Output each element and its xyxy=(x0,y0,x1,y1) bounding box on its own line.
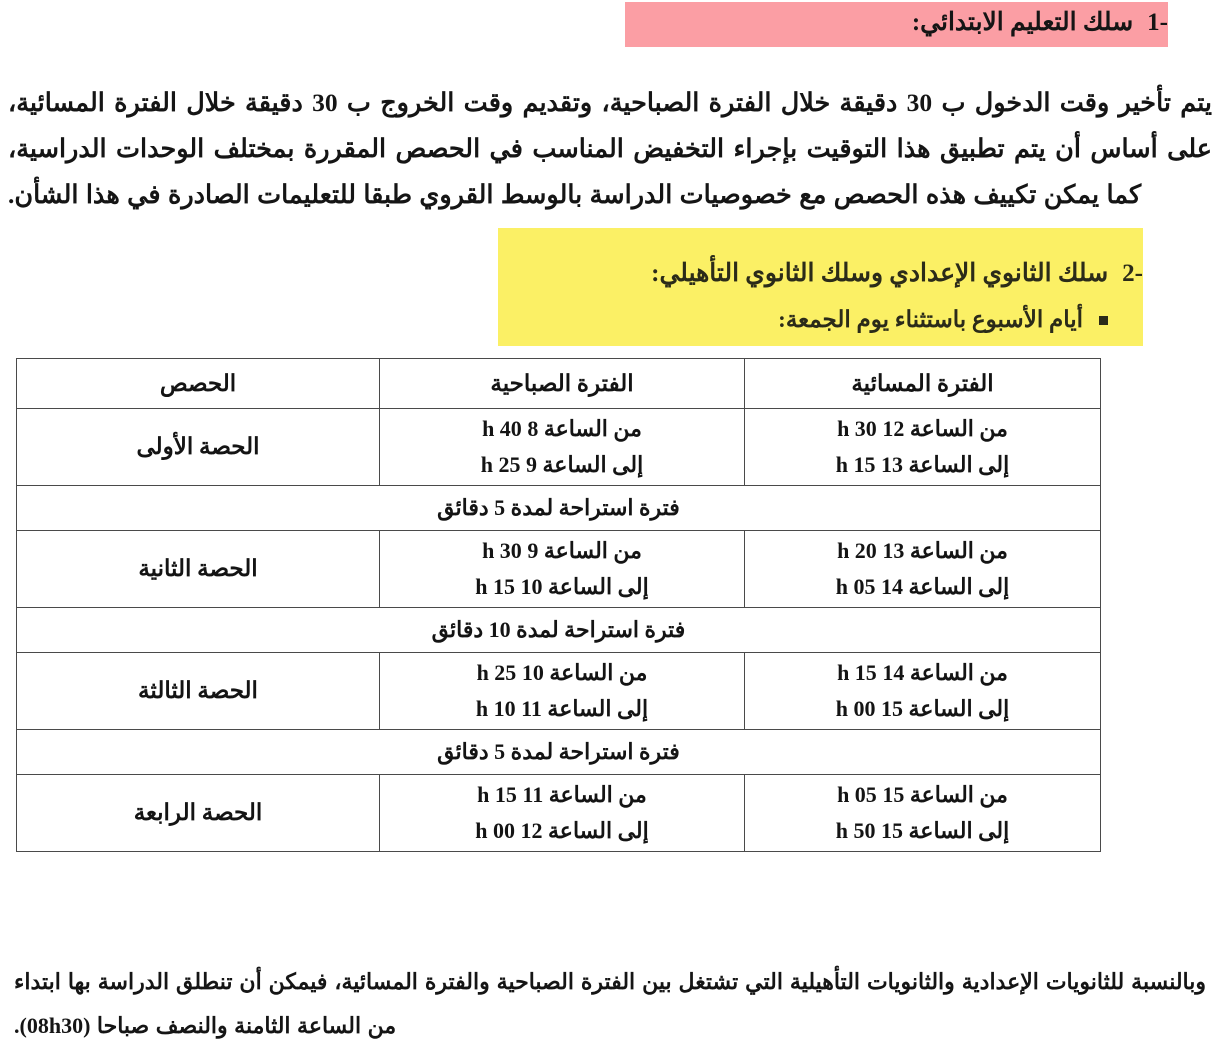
cell-session-4: الحصة الرابعة xyxy=(17,775,380,852)
evening-to-2: إلى الساعة 14 h 05 xyxy=(835,574,1010,599)
break-label-1: فترة استراحة لمدة 5 دقائق xyxy=(17,486,1101,531)
cell-evening-1 xyxy=(745,409,1101,486)
section-number-2: 2- xyxy=(1122,260,1143,287)
evening-from-1: من الساعة 12 h 30 xyxy=(837,416,1008,441)
section-heading-secondary xyxy=(651,258,1143,288)
schedule-table xyxy=(16,358,1101,852)
morning-to-1: إلى الساعة 9 h 25 xyxy=(480,452,644,477)
morning-to-3: إلى الساعة 11 h 10 xyxy=(475,696,649,721)
intro-paragraph: يتم تأخير وقت الدخول ب 30 دقيقة خلال الفترة الصباحية، وتقديم وقت الخروج ب 30 دقيقة خلال الفترة المسائية، على أساس أن يتم تطبيق هذا التوقيت بإجراء التخفيض المناسب في الحصص المقررة بمختلف الوحدات الدراسية، كما يمكن تكييف هذه الحصص مع خصوصيات الدراسة بالوسط القروي طبقا للتعليمات الصادرة في هذا الشأن. xyxy=(8,87,1212,209)
cell-evening-2 xyxy=(745,531,1101,608)
section-title-2: سلك الثانوي الإعدادي وسلك الثانوي التأهيلي: xyxy=(651,260,1109,287)
table-row xyxy=(17,775,1101,852)
break-label-2: فترة استراحة لمدة 10 دقائق xyxy=(17,608,1101,653)
cell-session-1: الحصة الأولى xyxy=(17,409,380,486)
morning-from-4: من الساعة 11 h 15 xyxy=(477,782,647,807)
cell-morning-2 xyxy=(380,531,745,608)
evening-from-2: من الساعة 13 h 20 xyxy=(837,538,1008,563)
cell-evening-3 xyxy=(745,653,1101,730)
evening-to-1: إلى الساعة 13 h 15 xyxy=(835,452,1010,477)
table-row xyxy=(17,653,1101,730)
break-label-3: فترة استراحة لمدة 5 دقائق xyxy=(17,730,1101,775)
morning-from-3: من الساعة 10 h 25 xyxy=(476,660,648,685)
evening-to-4: إلى الساعة 15 h 50 xyxy=(835,818,1010,843)
cell-morning-3 xyxy=(380,653,745,730)
table-break-row xyxy=(17,608,1101,653)
morning-from-1: من الساعة 8 h 40 xyxy=(482,416,642,441)
cell-morning-1 xyxy=(380,409,745,486)
morning-to-4: إلى الساعة 12 h 00 xyxy=(475,818,649,843)
column-header-evening: الفترة المسائية xyxy=(745,359,1101,409)
outro-paragraph: وبالنسبة للثانويات الإعدادية والثانويات التأهيلية التي تشتغل بين الفترة الصباحية والفترة المسائية، فيمكن أن تنطلق الدراسة بها ابتداء من الساعة الثامنة والنصف صباحا (08h30). xyxy=(14,969,1206,1038)
table-row xyxy=(17,409,1101,486)
cell-session-2: الحصة الثانية xyxy=(17,531,380,608)
section-title-1: سلك التعليم الابتدائي: xyxy=(911,9,1134,36)
section-heading-primary xyxy=(912,7,1168,37)
evening-from-3: من الساعة 14 h 15 xyxy=(837,660,1008,685)
evening-to-3: إلى الساعة 15 h 00 xyxy=(835,696,1010,721)
table-break-row xyxy=(17,486,1101,531)
table-header-row xyxy=(17,359,1101,409)
morning-to-2: إلى الساعة 10 h 15 xyxy=(475,574,649,599)
cell-morning-4 xyxy=(380,775,745,852)
section-subitem-label: أيام الأسبوع باستثناء يوم الجمعة: xyxy=(778,307,1083,332)
table-break-row xyxy=(17,730,1101,775)
evening-from-4: من الساعة 15 h 05 xyxy=(837,782,1008,807)
section-number-1: 1- xyxy=(1147,9,1168,36)
square-bullet-icon xyxy=(1099,316,1108,325)
table-row xyxy=(17,531,1101,608)
column-header-session: الحصص xyxy=(17,359,380,409)
column-header-morning: الفترة الصباحية xyxy=(380,359,745,409)
section-subitem-weekdays xyxy=(778,307,1108,333)
cell-evening-4 xyxy=(745,775,1101,852)
cell-session-3: الحصة الثالثة xyxy=(17,653,380,730)
morning-from-2: من الساعة 9 h 30 xyxy=(482,538,642,563)
